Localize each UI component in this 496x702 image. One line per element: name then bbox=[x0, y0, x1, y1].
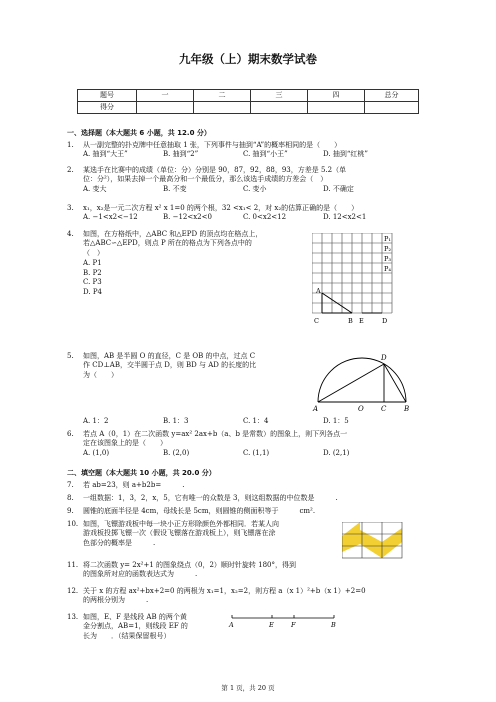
grid-figure bbox=[312, 233, 404, 329]
table-cell: 总分 bbox=[365, 90, 419, 102]
question-text: 如图，AB 是半圆 O 的直径，C 是 OB 的中点，过点 C bbox=[83, 352, 256, 360]
question-4 bbox=[67, 230, 313, 297]
question-text: 某选手在比赛中的成绩（单位：分）分别是 90，87，92，88，93，方差是 5.2（单 bbox=[83, 166, 347, 174]
question-number: 10. bbox=[67, 520, 79, 528]
question-11 bbox=[67, 561, 418, 580]
option-c: C. 变小 bbox=[243, 184, 267, 193]
question-13 bbox=[67, 613, 218, 641]
question-text: 作 CD⊥AB，交半圆于点 D，则 BD 与 AD 的长度的比 bbox=[83, 361, 257, 370]
option-a: A. −1<x2<−12 bbox=[83, 213, 138, 222]
label-f: F bbox=[291, 621, 296, 629]
question-number: 8. bbox=[67, 494, 74, 502]
option-a: A. 1：2 bbox=[83, 417, 109, 425]
table-cell: 一 bbox=[137, 90, 194, 102]
question-text: 圆锥的底面半径是 4cm，母线长是 5cm，则圆锥的侧面积等于 cm². bbox=[83, 507, 316, 515]
question-number: 13. bbox=[67, 613, 79, 621]
question-text: 若 ab=23，则 a+b2b= . bbox=[83, 481, 185, 489]
question-options bbox=[83, 150, 418, 159]
label-p2: P₂ bbox=[384, 245, 391, 253]
table-row bbox=[78, 102, 419, 114]
question-5-options bbox=[83, 417, 418, 426]
question-text: 金分割点，AB=1，则线段 EF 的 bbox=[83, 622, 188, 631]
option-d: D. 1：5 bbox=[323, 417, 349, 425]
section-heading-fill: 二、填空题（本大题共 10 小题，共 20.0 分） bbox=[67, 469, 216, 477]
option-b: B. 不变 bbox=[163, 184, 187, 193]
question-7 bbox=[67, 481, 418, 490]
option-b: B. 抽到“2” bbox=[163, 150, 199, 159]
option-d: D. 12<x2<1 bbox=[323, 213, 367, 222]
question-text: 色部分的概率是 . bbox=[83, 538, 156, 547]
table-cell: 四 bbox=[308, 90, 365, 102]
option-a: A. P1 bbox=[83, 259, 102, 268]
question-5 bbox=[67, 352, 318, 380]
segment-ad bbox=[318, 364, 384, 402]
label-e: E bbox=[359, 317, 364, 325]
score-table bbox=[77, 89, 419, 114]
question-text: x₁，x₂是一元二次方程 x² x 1=0 的两个根，32 <x₁< 2，对 x₂的估算正确的是（ ） bbox=[83, 204, 359, 212]
option-c: C. 0<x2<12 bbox=[243, 213, 287, 222]
question-number: 11. bbox=[67, 561, 79, 569]
label-p3: P₃ bbox=[384, 255, 391, 263]
label-p1: P₁ bbox=[384, 235, 391, 243]
page-footer: 第 1 页，共 20 页 bbox=[221, 684, 275, 692]
option-d: D. (2,1) bbox=[323, 448, 350, 457]
question-number: 2. bbox=[67, 166, 74, 174]
shaded-region bbox=[342, 522, 402, 558]
question-9 bbox=[67, 507, 418, 516]
question-12 bbox=[67, 587, 418, 606]
question-text: 为（ ） bbox=[83, 370, 118, 379]
table-cell bbox=[251, 102, 308, 114]
question-2 bbox=[67, 166, 418, 194]
label-b: B bbox=[331, 621, 336, 629]
dartboard-figure bbox=[342, 522, 404, 560]
question-text: 从一副完整的扑克牌中任意抽取 1 张，下列事件与抽到“A”的概率相同的是（ ） bbox=[83, 141, 342, 149]
question-number: 4. bbox=[67, 230, 74, 238]
label-p4: P₄ bbox=[384, 265, 391, 273]
question-text: 的图象所对应的函数表达式为 . bbox=[83, 570, 198, 579]
question-8 bbox=[67, 494, 418, 503]
question-text: 如图，E、F 是线段 AB 的两个黄 bbox=[83, 613, 187, 621]
table-row bbox=[78, 90, 419, 102]
table-cell bbox=[137, 102, 194, 114]
question-1 bbox=[67, 141, 418, 160]
question-number: 1. bbox=[67, 141, 74, 149]
question-text: 如图，在方格纸中，△ABC 和△EPD 的顶点均在格点上， bbox=[83, 230, 263, 238]
table-cell: 三 bbox=[251, 90, 308, 102]
semicircle-figure bbox=[310, 346, 416, 414]
option-b: B. 1：3 bbox=[163, 417, 189, 425]
label-a: A bbox=[229, 621, 234, 629]
section-heading-choice: 一、选择题（本大题共 6 小题，共 12.0 分） bbox=[67, 129, 211, 137]
question-text: 一组数据：1，3，2，x，5，它有唯一的众数是 3，则这组数据的中位数是 . bbox=[83, 494, 338, 502]
table-cell: 得分 bbox=[78, 102, 137, 114]
label-e: E bbox=[269, 621, 274, 629]
option-a: A. 抽到“大王” bbox=[83, 150, 128, 159]
question-options bbox=[83, 449, 418, 458]
question-number: 6. bbox=[67, 430, 74, 438]
label-b: B bbox=[348, 317, 353, 325]
question-10 bbox=[67, 520, 338, 548]
page-title: 九年级（上）期末数学试卷 bbox=[179, 52, 317, 66]
question-number: 9. bbox=[67, 507, 74, 515]
option-c: C. 抽到“小王” bbox=[243, 150, 288, 159]
label-a: A bbox=[316, 287, 321, 295]
question-options bbox=[83, 185, 418, 194]
table-cell bbox=[194, 102, 251, 114]
option-d: D. P4 bbox=[83, 287, 102, 296]
label-d: D bbox=[381, 354, 387, 362]
question-text: （ ） bbox=[83, 248, 104, 257]
table-cell bbox=[365, 102, 419, 114]
label-b: B bbox=[404, 405, 410, 413]
table-cell: 题号 bbox=[78, 90, 137, 102]
table-cell: 二 bbox=[194, 90, 251, 102]
option-c: C. 1：4 bbox=[243, 417, 269, 425]
table-cell bbox=[308, 102, 365, 114]
grid-lines bbox=[312, 233, 392, 313]
label-c: C bbox=[381, 405, 387, 413]
question-number: 12. bbox=[67, 587, 79, 595]
label-o: O bbox=[358, 405, 364, 413]
label-c: C bbox=[314, 317, 319, 325]
question-text: 的两根分别为 . bbox=[83, 596, 149, 605]
segment-figure bbox=[228, 612, 340, 630]
question-number: 5. bbox=[67, 352, 74, 360]
label-d: D bbox=[382, 317, 388, 325]
option-a: A. (1,0) bbox=[83, 448, 110, 457]
question-number: 7. bbox=[67, 481, 74, 489]
option-c: C. (1,1) bbox=[243, 448, 270, 457]
option-b: B. P2 bbox=[83, 268, 102, 277]
question-text: 位：分²），如果去掉一个最高分和一个最低分，那么该选手成绩的方差会（ ） bbox=[83, 175, 328, 184]
question-text: 关于 x 的方程 ax²+bx+2=0 的两根为 x₁=1，x₂=2，则方程 a（x 1）²+b（x 1）+2=0 bbox=[83, 587, 366, 595]
option-b: B. (2,0) bbox=[163, 448, 190, 457]
question-text: 定在该图象上的是（ ） bbox=[83, 439, 167, 448]
question-options bbox=[83, 213, 418, 222]
option-d: D. 抽到“红桃” bbox=[323, 150, 368, 159]
question-text: 长为 ．（结果保留根号） bbox=[83, 631, 171, 640]
question-text: 若△ABC∽△EPD，则点 P 所在的格点为下列各点中的 bbox=[83, 239, 252, 248]
question-text: 将二次函数 y= 2x²+1 的图象绕点（0，2）顺时针旋转 180°，得到 bbox=[83, 561, 297, 569]
question-text: 如图，飞镖游戏板中每一块小正方形除颜色外都相同．若某人向 bbox=[83, 520, 279, 528]
question-3 bbox=[67, 204, 418, 223]
option-c: C. P3 bbox=[83, 278, 102, 287]
option-b: B. −12<x2<0 bbox=[163, 213, 212, 222]
segment-bd bbox=[384, 364, 406, 402]
question-6 bbox=[67, 430, 418, 458]
label-a: A bbox=[313, 405, 319, 413]
option-d: D. 不确定 bbox=[323, 184, 354, 193]
option-a: A. 变大 bbox=[83, 184, 107, 193]
question-text: 游戏板投掷飞镖一次（假设飞镖落在游戏板上），则飞镖落在涂 bbox=[83, 529, 276, 538]
question-text: 若点 A（0，1）在二次函数 y=ax² 2ax+b（a、b 是常数）的图象上，则下列各点一 bbox=[83, 430, 348, 438]
question-number: 3. bbox=[67, 204, 74, 212]
